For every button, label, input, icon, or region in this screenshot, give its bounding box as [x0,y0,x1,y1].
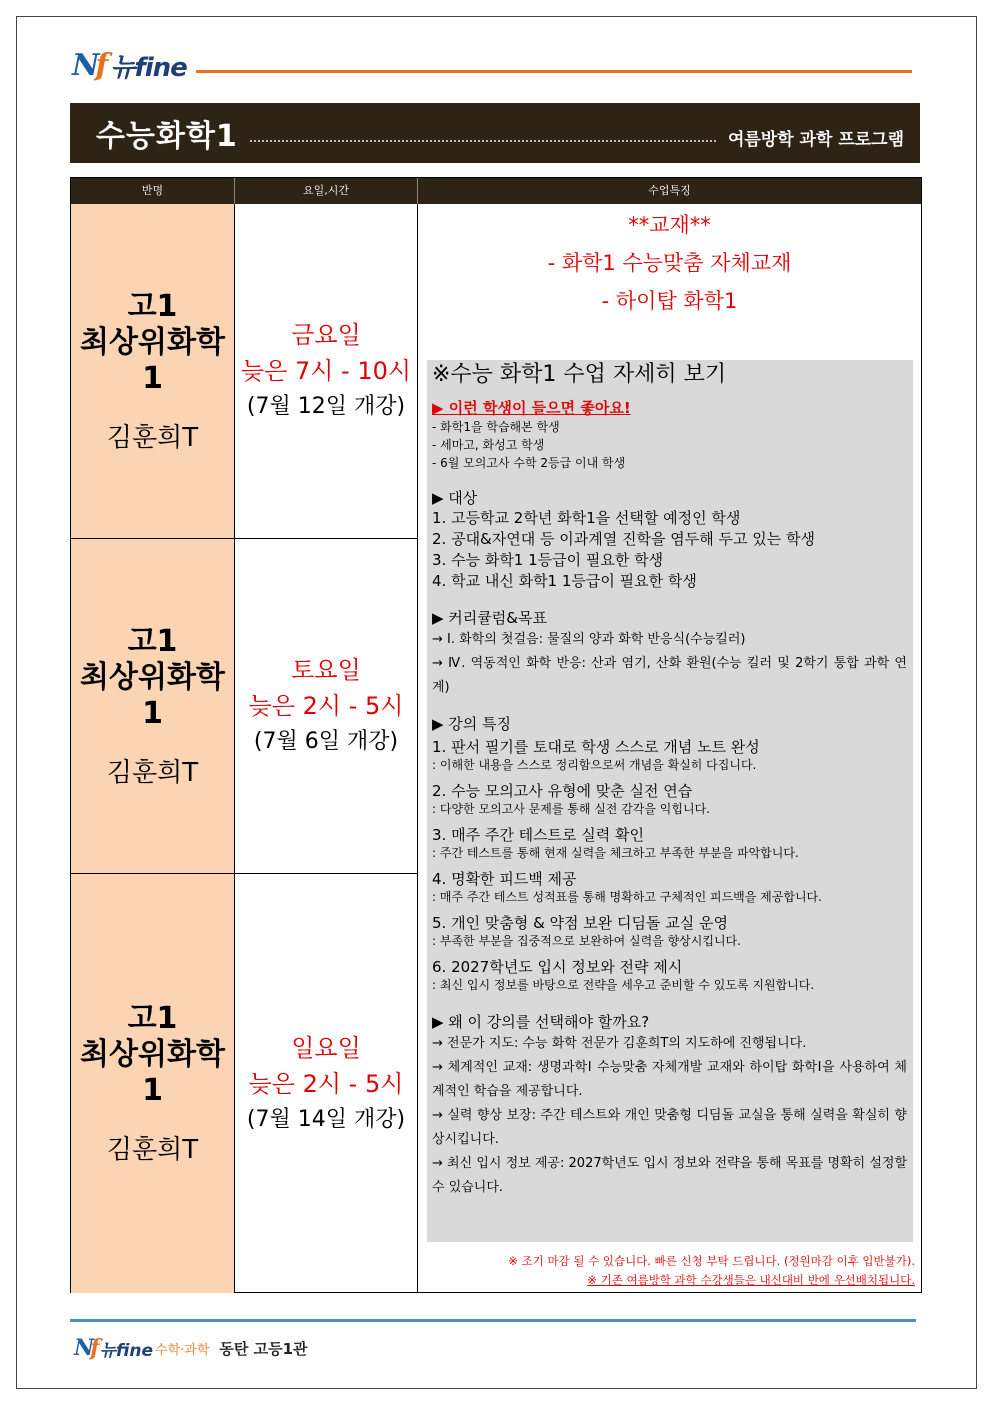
curriculum-section [432,608,907,700]
page-title: 수능화학1 [96,119,238,154]
class-grade: 고1 [127,623,178,659]
lecture-item-title: 6. 2027학년도 입시 정보와 전략 제시 [432,958,683,976]
lecture-item-desc: : 매주 주간 테스트 성적표를 통해 명확하고 구체적인 피드백을 제공합니다. [432,890,822,904]
lecture-item-desc: : 부족한 부분을 집중적으로 보완하여 실력을 향상시킵니다. [432,934,741,948]
title-dots [250,132,716,142]
notice [508,1252,915,1290]
class-name: 최상위화학1 [80,659,225,731]
textbook-heading: **교재** [628,213,711,237]
class-day: 일요일 [291,1033,361,1062]
target-item: 3. 수능 화학1 1등급이 필요한 학생 [432,551,664,569]
header-rule [196,70,912,73]
time-cell-1 [235,204,418,539]
lecture-item-title: 5. 개인 맞춤형 & 약점 보완 디딤돌 교실 운영 [432,914,728,932]
class-teacher: 김훈희T [106,1135,199,1165]
detail-box [427,360,913,1242]
why-section [432,1012,907,1200]
why-item: → 최신 입시 정보 제공: 2027학년도 입시 정보와 전략을 통해 목표를 명확히 설정할 수 있습니다. [432,1156,907,1195]
recommend-item: - 6월 모의고사 수학 2등급 이내 학생 [432,456,626,470]
class-time: 늦은 2시 - 5시 [248,692,404,720]
curriculum-item: → Ⅳ. 역동적인 화학 반응: 산과 염기, 산화 환원(수능 킬러 및 2학기 통합 과학 연계) [432,656,907,695]
lecture-item-title: 3. 매주 주간 테스트로 실력 확인 [432,826,645,844]
curriculum-item: → Ⅰ. 화학의 첫걸음: 물질의 양과 화학 반응식(수능킬러) [432,632,746,647]
class-time: 늦은 7시 - 10시 [240,357,412,385]
class-open-date: (7월 12일 개강) [246,394,406,419]
time-cell-3 [235,874,418,1293]
recommend-item: - 화학1을 학습해본 학생 [432,420,560,434]
column-header-class: 반명 [71,178,235,204]
class-cell-1 [71,204,235,539]
class-cell-2 [71,539,235,874]
why-item: → 체계적인 교재: 생명과학Ⅰ 수능맞춤 자체개발 교재와 하이탑 화학Ⅰ을 사용하여 체계적인 학습을 제공합니다. [432,1060,907,1099]
title-bar [70,103,920,163]
lecture-item-title: 1. 판서 필기를 토대로 학생 스스로 개념 노트 완성 [432,738,760,756]
class-open-date: (7월 6일 개강) [253,729,399,754]
lecture-item-title: 2. 수능 모의고사 유형에 맞춘 실전 연습 [432,782,693,800]
lecture-item-title: 4. 명확한 피드백 제공 [432,870,577,888]
notice-line: ※ 기존 여름방학 과학 수강생들은 내신대비 반에 우선배치됩니다. [587,1273,915,1287]
lecture-item [432,869,907,906]
textbook-info [418,204,921,320]
recommend-heading: ▶ 이런 학생이 들으면 좋아요! [432,399,631,417]
features-cell [418,204,921,1293]
target-item: 2. 공대&자연대 등 이과계열 진학을 염두해 두고 있는 학생 [432,530,815,548]
time-cell-2 [235,539,418,874]
logo-text: 뉴fine [110,52,187,83]
logo-mark-icon: Nf [72,47,105,83]
target-heading: ▶ 대상 [432,489,478,507]
class-name: 최상위화학1 [80,1037,225,1108]
why-heading: ▶ 왜 이 강의를 선택해야 할까요? [432,1013,650,1031]
class-teacher: 김훈희T [106,422,199,453]
footer [74,1334,308,1362]
lecture-section [432,714,907,994]
class-open-date: (7월 14일 개강) [246,1106,406,1132]
column-header-time: 요일,시간 [235,178,418,204]
lecture-item [432,957,907,994]
lecture-heading: ▶ 강의 특징 [432,715,512,733]
recommend-item: - 세마고, 화성고 학생 [432,438,545,452]
detail-title: ※수능 화학1 수업 자세히 보기 [432,362,727,387]
lecture-item-desc: : 이해한 내용을 스스로 정리함으로써 개념을 확실히 다집니다. [432,758,757,772]
textbook-item: - 하이탑 화학1 [601,289,738,313]
lecture-item [432,825,907,862]
why-item: → 전문가 지도: 수능 화학 전문가 김훈희T의 지도하에 진행됩니다. [432,1036,807,1051]
class-grade: 고1 [127,1001,178,1036]
class-cell-3 [71,874,235,1293]
footer-logo-mark-icon: Nf [74,1335,96,1361]
class-teacher: 김훈희T [106,757,199,788]
recommend-section [432,398,907,472]
logo [72,48,187,82]
notice-line: ※ 조기 마감 될 수 있습니다. 빠른 신청 부탁 드립니다. (정원마감 이후 입반불가). [508,1254,915,1268]
target-item: 4. 학교 내신 화학1 1등급이 필요한 학생 [432,572,697,590]
lecture-item [432,913,907,950]
class-day: 금요일 [291,321,361,349]
footer-branch: 동탄 고등1관 [219,1339,308,1358]
footer-brand: 뉴fine [99,1340,154,1361]
class-day: 토요일 [291,656,361,684]
column-header-features: 수업특징 [648,184,691,197]
curriculum-heading: ▶ 커리큘럼&목표 [432,609,547,627]
footer-rule [70,1319,916,1322]
class-time: 늦은 2시 - 5시 [248,1069,404,1098]
lecture-item [432,737,907,774]
footer-sub: 수학·과학 [155,1342,210,1358]
class-name: 최상위화학1 [80,324,225,396]
lecture-item [432,781,907,818]
lecture-item-desc: : 주간 테스트를 통해 현재 실력을 체크하고 부족한 부분을 파악합니다. [432,846,799,860]
lecture-item-desc: : 다양한 모의고사 문제를 통해 실전 감각을 익힙니다. [432,802,710,816]
schedule-table [70,177,922,1293]
target-item: 1. 고등학교 2학년 화학1을 선택할 예정인 학생 [432,509,741,527]
lecture-item-desc: : 최신 입시 정보를 바탕으로 전략을 세우고 준비할 수 있도록 지원합니다. [432,978,815,992]
page-subtitle: 여름방학 과학 프로그램 [727,129,904,150]
table-header [71,178,921,204]
why-item: → 실력 향상 보장: 주간 테스트와 개인 맞춤형 디딤돌 교실을 통해 실력을 확실히 향상시킵니다. [432,1108,907,1147]
target-section [432,488,907,592]
textbook-item: - 화학1 수능맞춤 자체교재 [547,251,792,275]
class-grade: 고1 [127,288,178,324]
